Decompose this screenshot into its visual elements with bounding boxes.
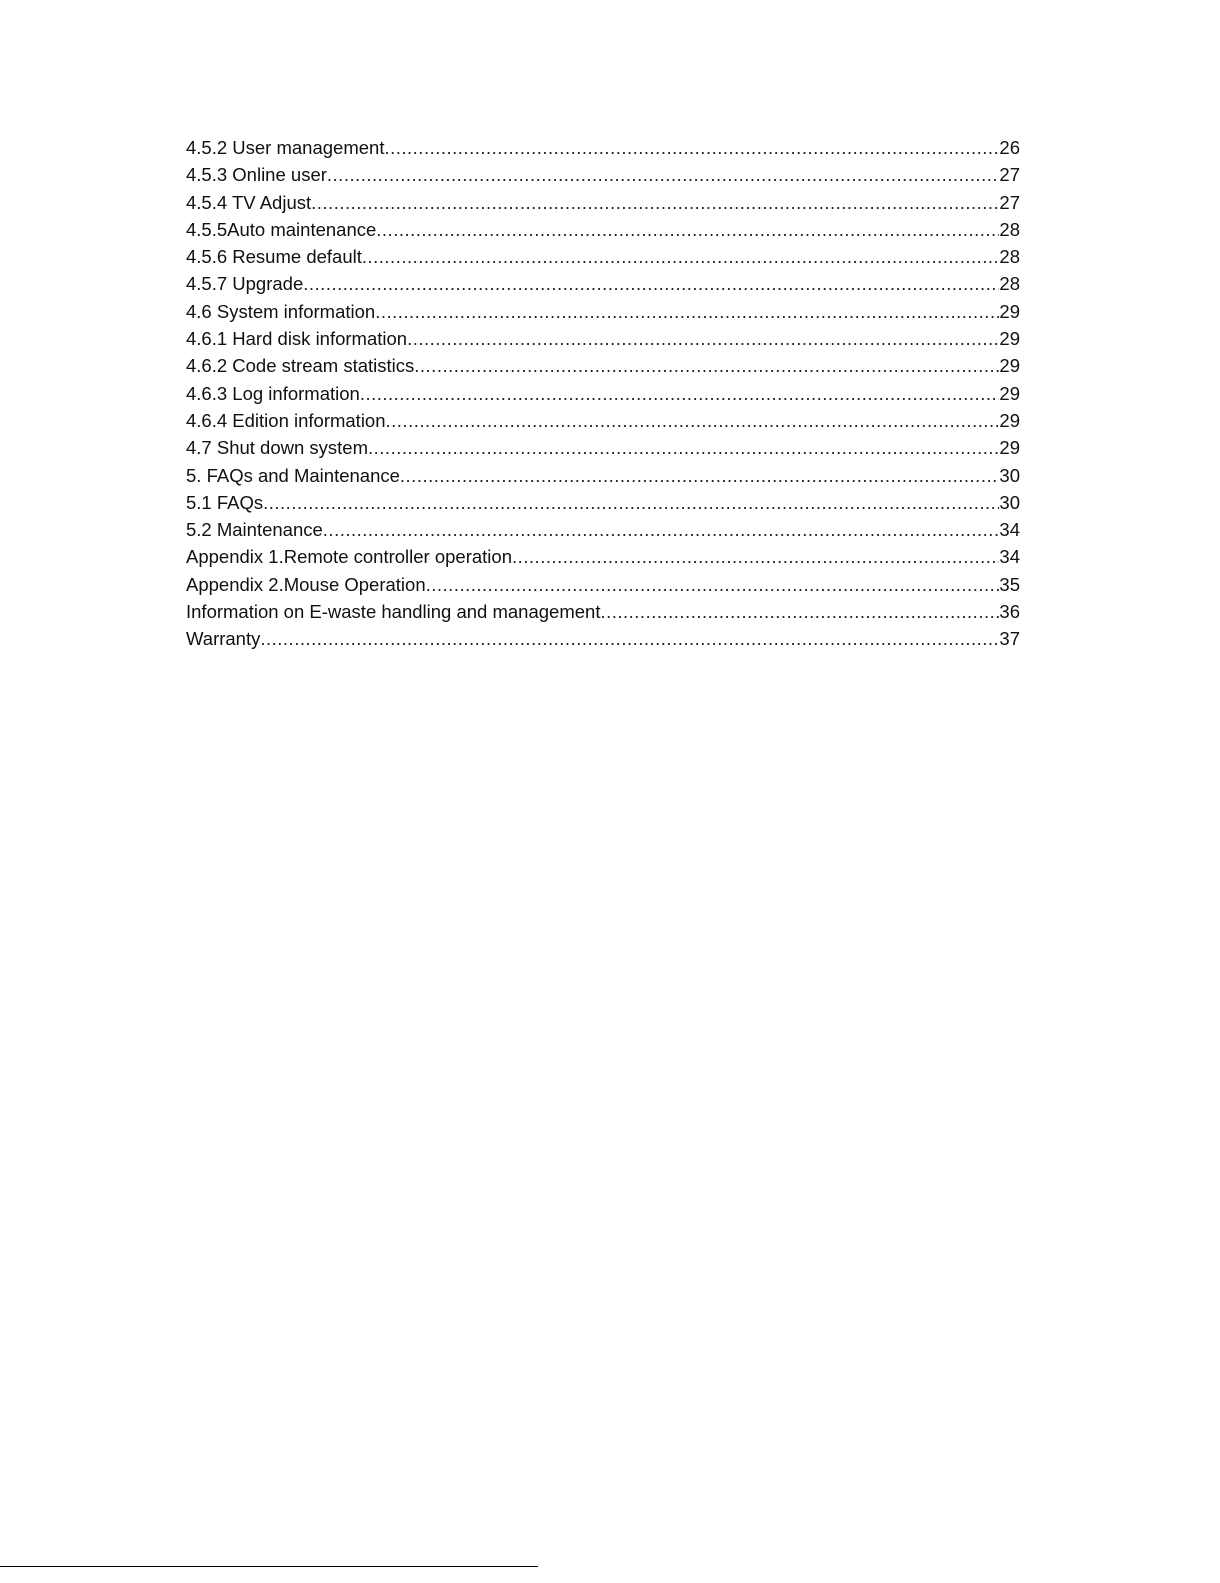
toc-dot-leader	[260, 625, 999, 652]
toc-dot-leader	[362, 243, 1000, 270]
toc-entry[interactable]	[186, 489, 1020, 516]
toc-entry-title: 4.5.6 Resume default	[186, 246, 362, 268]
toc-entry-page: 37	[999, 628, 1020, 650]
toc-entry-title: 4.5.7 Upgrade	[186, 273, 304, 295]
toc-entry-title: 4.6.3 Log information	[186, 382, 360, 404]
toc-entry-title: Appendix 2.Mouse Operation	[186, 573, 426, 595]
toc-dot-leader	[263, 489, 999, 516]
toc-entry-title: 4.5.2 User management	[186, 137, 385, 158]
toc-dot-leader	[384, 134, 999, 161]
toc-entry[interactable]	[186, 216, 1020, 243]
toc-entry[interactable]	[186, 543, 1020, 570]
toc-dot-leader	[386, 407, 1000, 434]
toc-entry[interactable]	[186, 598, 1020, 625]
toc-entry-title: 5. FAQs and Maintenance	[186, 464, 400, 486]
toc-entry-page: 36	[999, 601, 1020, 623]
toc-entry-title: 5.1 FAQs	[186, 491, 264, 513]
toc-dot-leader	[375, 298, 999, 325]
toc-entry-page: 29	[999, 355, 1020, 377]
toc-entry[interactable]	[186, 134, 1020, 161]
toc-entry-title: 4.6.4 Edition information	[186, 409, 386, 431]
toc-entry-page: 27	[999, 191, 1020, 213]
toc-entry-title: Appendix 1.Remote controller operation	[186, 546, 512, 568]
toc-entry[interactable]	[186, 407, 1020, 434]
toc-dot-leader	[414, 352, 999, 379]
toc-entry-page: 29	[999, 328, 1020, 350]
toc-entry-title: 4.6 System information	[186, 300, 376, 322]
toc-entry-page: 34	[999, 546, 1020, 568]
toc-entry-title: 4.5.5Auto maintenance	[186, 218, 377, 240]
toc-entry-page: 29	[999, 300, 1020, 322]
toc-entry-title: 4.6.2 Code stream statistics	[186, 355, 415, 377]
toc-dot-leader	[426, 571, 1000, 598]
toc-dot-leader	[400, 462, 1000, 489]
toc-entry-title: Warranty	[186, 628, 261, 650]
toc-dot-leader	[407, 325, 999, 352]
toc-entry[interactable]	[186, 462, 1020, 489]
toc-entry[interactable]	[186, 325, 1020, 352]
toc-entry-page: 26	[999, 137, 1020, 158]
toc-entry-title: 4.7 Shut down system	[186, 437, 369, 459]
toc-dot-leader	[311, 189, 999, 216]
toc-entry-page: 30	[999, 491, 1020, 513]
footnote-separator	[0, 1566, 538, 1567]
toc-entry[interactable]	[186, 380, 1020, 407]
toc-entry-page: 29	[999, 382, 1020, 404]
toc-entry[interactable]	[186, 625, 1020, 652]
toc-entry-title: 5.2 Maintenance	[186, 519, 323, 541]
toc-entry[interactable]	[186, 189, 1020, 216]
toc-entry-title: Information on E-waste handling and management	[186, 601, 601, 623]
toc-dot-leader	[512, 543, 999, 570]
toc-entry[interactable]	[186, 298, 1020, 325]
toc-entry-page: 28	[999, 218, 1020, 240]
toc-dot-leader	[323, 516, 1000, 543]
toc-entry-page: 27	[999, 164, 1020, 186]
toc-entry-title: 4.5.4 TV Adjust	[186, 191, 312, 213]
toc-dot-leader	[600, 598, 999, 625]
toc-entry-page: 29	[999, 409, 1020, 431]
toc-entry[interactable]	[186, 243, 1020, 270]
toc-entry[interactable]	[186, 571, 1020, 598]
toc-entry-page: 30	[999, 464, 1020, 486]
toc-entry[interactable]	[186, 270, 1020, 297]
toc-entry[interactable]	[186, 161, 1020, 188]
toc-entry[interactable]	[186, 352, 1020, 379]
toc-entry-page: 29	[999, 437, 1020, 459]
toc-entry-title: 4.6.1 Hard disk information	[186, 328, 408, 350]
toc-dot-leader	[327, 161, 1000, 188]
table-of-contents	[186, 134, 1020, 653]
toc-entry-title: 4.5.3 Online user	[186, 164, 327, 186]
toc-entry[interactable]	[186, 434, 1020, 461]
toc-entry[interactable]	[186, 516, 1020, 543]
toc-entry-page: 34	[999, 519, 1020, 541]
toc-entry-page: 28	[999, 246, 1020, 268]
toc-dot-leader	[360, 380, 1000, 407]
toc-dot-leader	[303, 270, 999, 297]
toc-dot-leader	[376, 216, 999, 243]
toc-entry-page: 35	[999, 573, 1020, 595]
toc-entry-page: 28	[999, 273, 1020, 295]
toc-dot-leader	[368, 434, 999, 461]
